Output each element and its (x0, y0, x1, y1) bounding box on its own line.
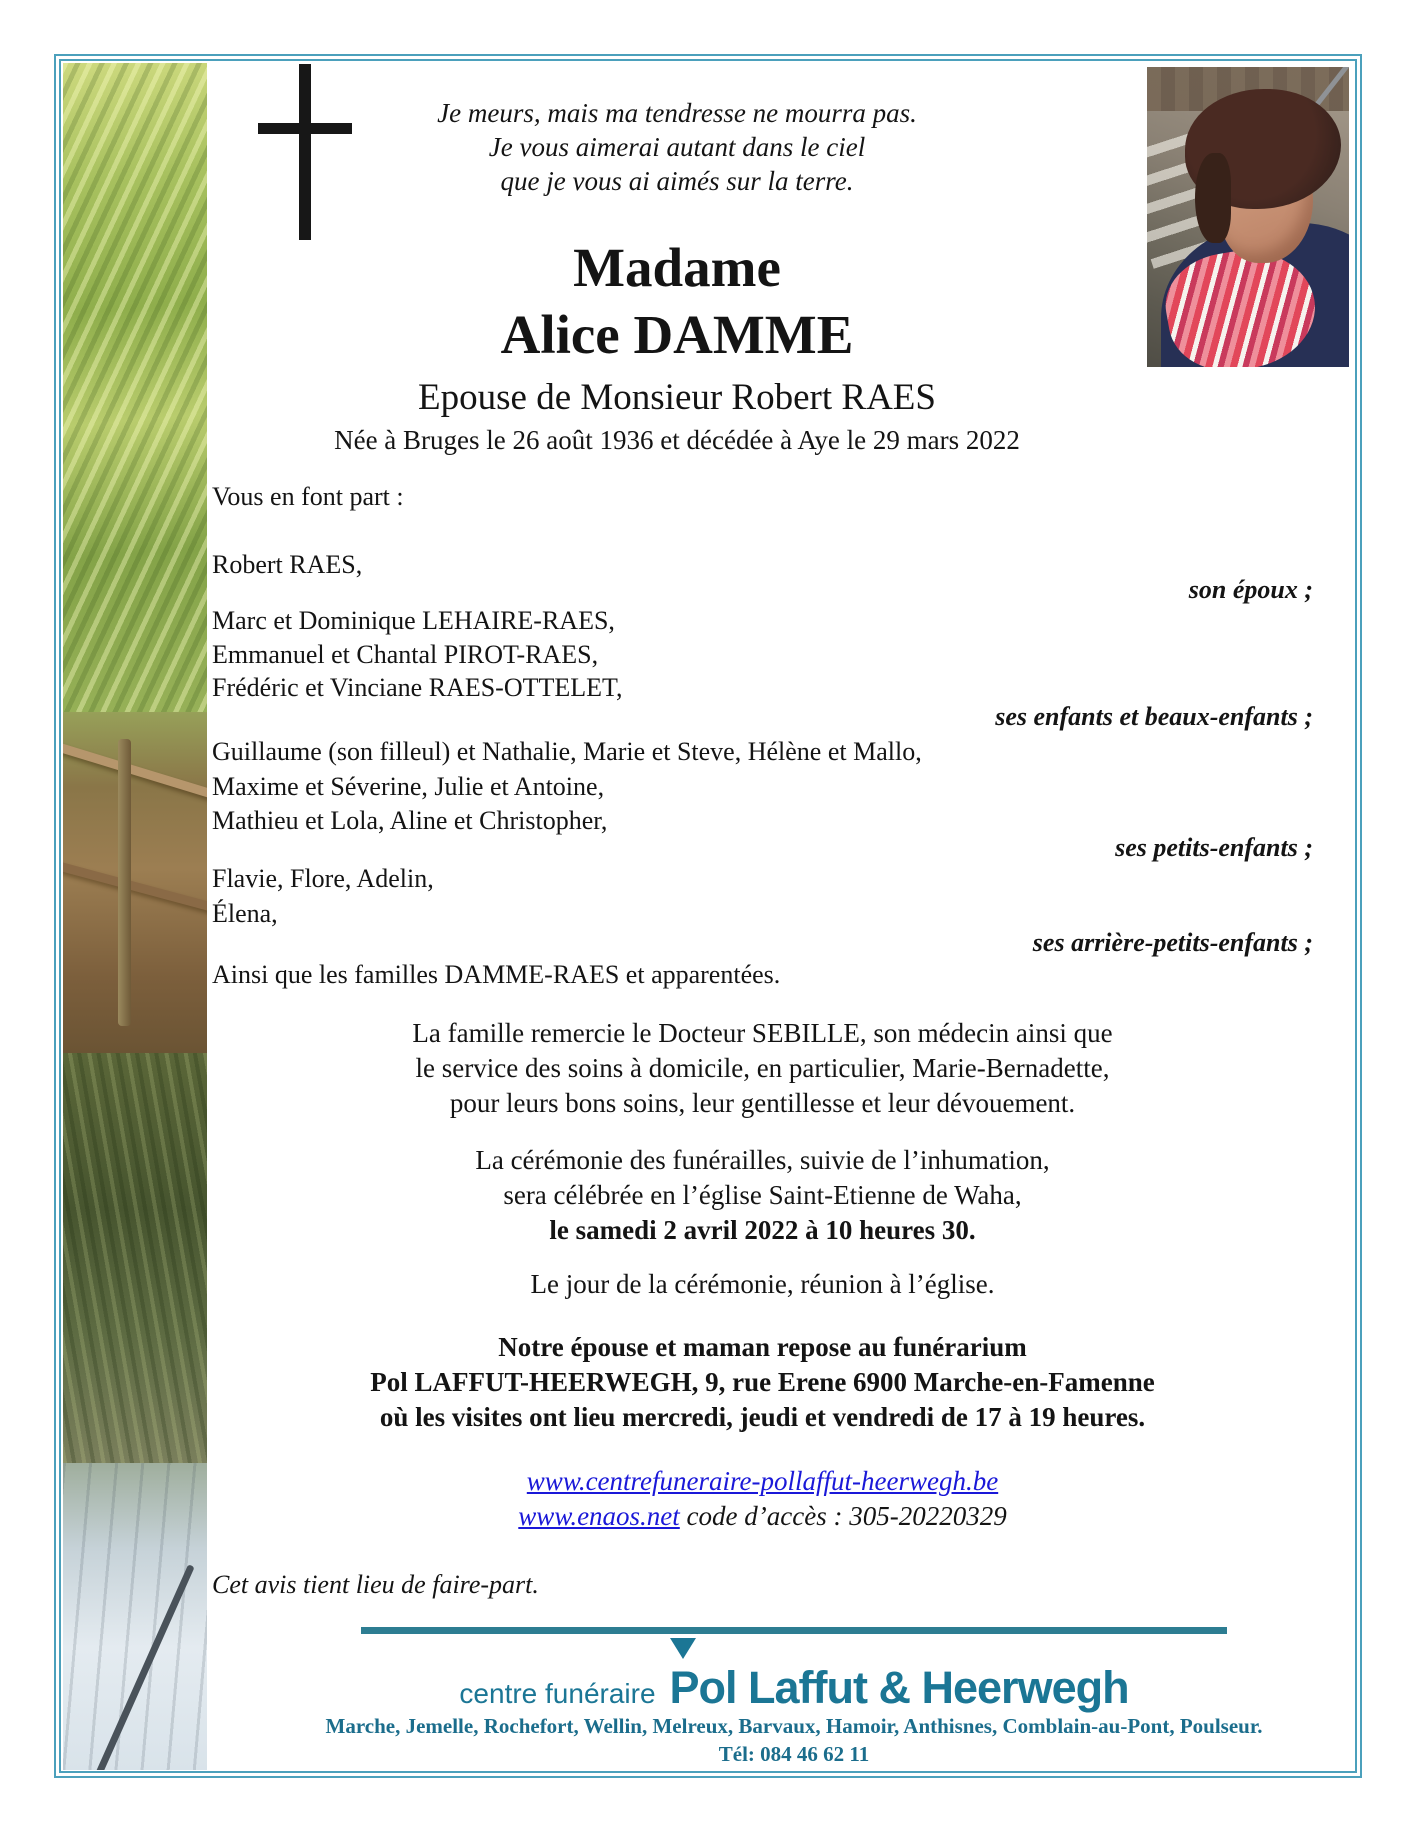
access-code-text: code d’accès : 305-20220329 (686, 1501, 1007, 1531)
portrait-hair (1195, 153, 1231, 243)
meeting-line: Le jour de la cérémonie, réunion à l’église. (530, 1269, 995, 1299)
memorial-portrait-photo (1147, 67, 1349, 367)
notice-line: Cet avis tient lieu de faire-part. (212, 1570, 539, 1599)
funeral-home-logo (228, 1662, 1360, 1714)
ceremony-paragraph: La cérémonie des funérailles, suivie de l’inhumation, sera célébrée en l’église Saint-Etienne de Waha, le samedi 2 avril 2022 à 10 heures 30. (212, 1143, 1313, 1248)
website-line-2 (212, 1499, 1313, 1534)
family-name-line: Maxime et Séverine, Julie et Antoine, (212, 772, 605, 801)
deceased-name: Alice DAMME (500, 304, 854, 365)
footer-phone: Tél: 084 46 62 11 (718, 1742, 870, 1766)
quote-line: que je vous ai aimés sur la terre. (500, 166, 854, 196)
funerarium-paragraph: Notre épouse et maman repose au funérarium Pol LAFFUT-HEERWEGH, 9, rue Erene 6900 Marche-en-Famenne où les visites ont lieu mercredi, jeudi et vendredi de 17 à 19 heures. (370, 1332, 1155, 1432)
deceased-title (207, 234, 1147, 368)
footer-locations: Marche, Jemelle, Rochefort, Wellin, Melreux, Barvaux, Hamoir, Anthisnes, Comblain-au-Pont, Poulseur. (325, 1714, 1263, 1738)
intro-line: Vous en font part : (212, 482, 404, 511)
footer-divider (361, 1627, 1227, 1634)
families-line: Ainsi que les familles DAMME-RAES et apparentées. (212, 960, 781, 989)
photo-bridge-area (63, 712, 207, 1053)
ceremony-date-line: le samedi 2 avril 2022 à 10 heures 30. (549, 1215, 976, 1245)
spouse-line: Epouse de Monsieur Robert RAES (418, 377, 936, 418)
title-prefix: Madame (573, 237, 781, 298)
family-name-line: Élena, (212, 899, 278, 928)
photo-riverbank-area (63, 1053, 207, 1463)
relation-label: ses enfants et beaux-enfants ; (995, 702, 1313, 731)
nature-bridge-photo (63, 63, 207, 1770)
website-line-1 (212, 1464, 1313, 1499)
relation-label: ses arrière-petits-enfants ; (1032, 928, 1313, 957)
relation-label: son époux ; (1188, 575, 1313, 604)
enaos-website-link[interactable]: www.enaos.net (518, 1501, 680, 1531)
quote-line: Je vous aimerai autant dans le ciel (488, 132, 866, 162)
quote-line: Je meurs, mais ma tendresse ne mourra pas. (437, 98, 917, 128)
thanks-paragraph: La famille remercie le Docteur SEBILLE, son médecin ainsi que le service des soins à domicile, en particulier, Marie-Bernadette, pour leurs bons soins, leur gentillesse et leur dévouement. (412, 1018, 1113, 1118)
family-name-line: Guillaume (son filleul) et Nathalie, Marie et Steve, Hélène et Mallo, (212, 737, 922, 766)
brand-large-text: Pol Laffut & Heerwegh (669, 1662, 1129, 1713)
bridge-post (118, 739, 131, 1026)
family-name-line: Mathieu et Lola, Aline et Christopher, (212, 806, 608, 835)
life-dates-line: Née à Bruges le 26 août 1936 et décédée à Aye le 29 mars 2022 (334, 425, 1020, 455)
photo-foliage-area (63, 63, 207, 712)
funeral-home-website-link[interactable]: www.centrefuneraire-pollaffut-heerwegh.be (526, 1466, 999, 1496)
bridge-rail (63, 735, 207, 807)
triangle-down-icon (670, 1638, 696, 1659)
photo-water-area (63, 1463, 207, 1770)
family-name-line: Flavie, Flore, Adelin, (212, 864, 434, 893)
brand-small-text: centre funéraire (459, 1678, 656, 1709)
bridge-rail (63, 855, 207, 920)
family-name-line: Frédéric et Vinciane RAES-OTTELET, (212, 673, 623, 702)
photo-branch (88, 1564, 194, 1770)
family-name-line: Robert RAES, (212, 550, 363, 579)
memorial-quote (207, 96, 1147, 198)
family-name-line: Emmanuel et Chantal PIROT-RAES, (212, 640, 599, 669)
relation-label: ses petits-enfants ; (1115, 833, 1313, 862)
family-name-line: Marc et Dominique LEHAIRE-RAES, (212, 606, 615, 635)
